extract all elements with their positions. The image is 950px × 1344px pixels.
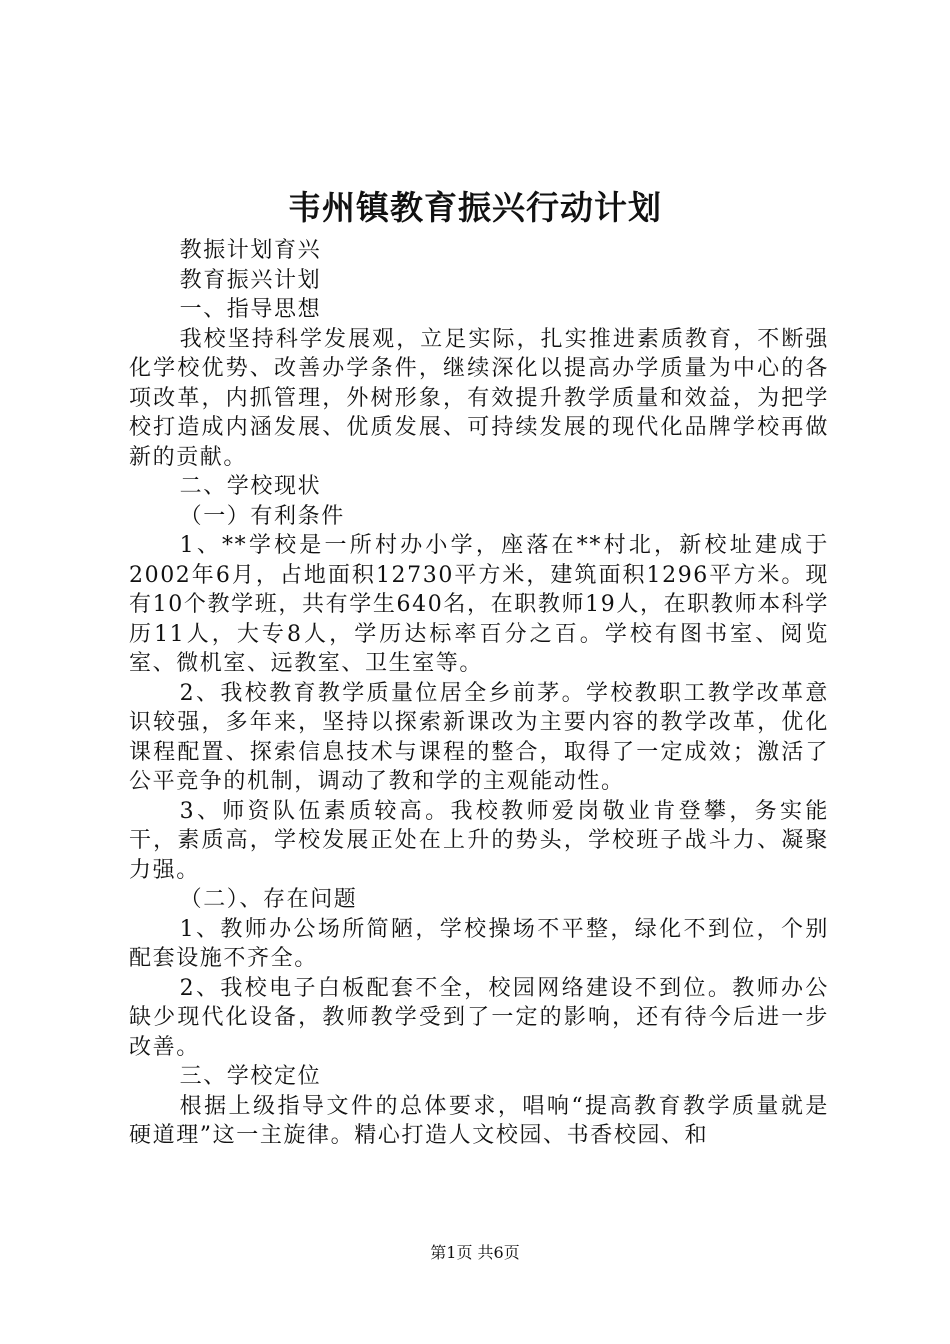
- paragraph-keywords: 教振计划育兴: [179, 238, 322, 263]
- paragraph-subtitle: 教育振兴计划: [179, 267, 322, 293]
- section-heading-guiding-thought: 一、指导思想: [179, 297, 322, 322]
- paragraph-condition-2: 2、我校教育教学质量位居全乡前茅。学校教职工教学改革意识较强，多年来，坚持以探索新课改为主要内容的教学改革，优化课程配置、探索信息技术与课程的整合，取得了一定成效；激活了公平竞争的机制，调动了教和学的主观能动性。: [129, 680, 829, 794]
- paragraph-positioning: 根据上级指导文件的总体要求，唱响“提高教育教学质量就是硬道理”这一主旋律。精心打造人文校园、书香校园、和: [129, 1093, 829, 1148]
- subsection-heading-problems: （二）、存在问题: [179, 887, 358, 912]
- paragraph-condition-1: 1、**学校是一所村办小学，座落在**村北，新校址建成于2002年6月，占地面积12730平方米，建筑面积1296平方米。现有10个教学班，共有学生640名，在职教师19人，在职教师本科学历11人，大专8人，学历达标率百分之百。学校有图书室、阅览室、微机室、远教室、卫生室等。: [129, 533, 829, 676]
- document-title: 韦州镇教育振兴行动计划: [288, 188, 662, 227]
- section-heading-school-status: 二、学校现状: [179, 474, 322, 499]
- section-heading-positioning: 三、学校定位: [179, 1064, 322, 1089]
- paragraph-guiding-thought: 我校坚持科学发展观，立足实际，扎实推进素质教育，不断强化学校优势、改善办学条件，继续深化以提高办学质量为中心的各项改革，内抓管理，外树形象，有效提升教学质量和效益，为把学校打造成内涵发展、优质发展、可持续发展的现代化品牌学校再做新的贡献。: [129, 326, 829, 470]
- document-body: [129, 236, 829, 1151]
- paragraph-problem-1: 1、教师办公场所简陋，学校操场不平整，绿化不到位，个别配套设施不齐全。: [129, 916, 829, 971]
- page-footer: 第1页 共6页: [430, 1243, 520, 1262]
- subsection-heading-favorable-conditions: （一）有利条件: [179, 503, 345, 529]
- paragraph-condition-3: 3、师资队伍素质较高。我校教师爱岗敬业肯登攀，务实能干，素质高，学校发展正处在上升的势头，学校班子战斗力、凝聚力强。: [129, 798, 829, 883]
- paragraph-problem-2: 2、我校电子白板配套不全，校园网络建设不到位。教师办公缺少现代化设备，教师教学受到了一定的影响，还有待今后进一步改善。: [129, 975, 829, 1060]
